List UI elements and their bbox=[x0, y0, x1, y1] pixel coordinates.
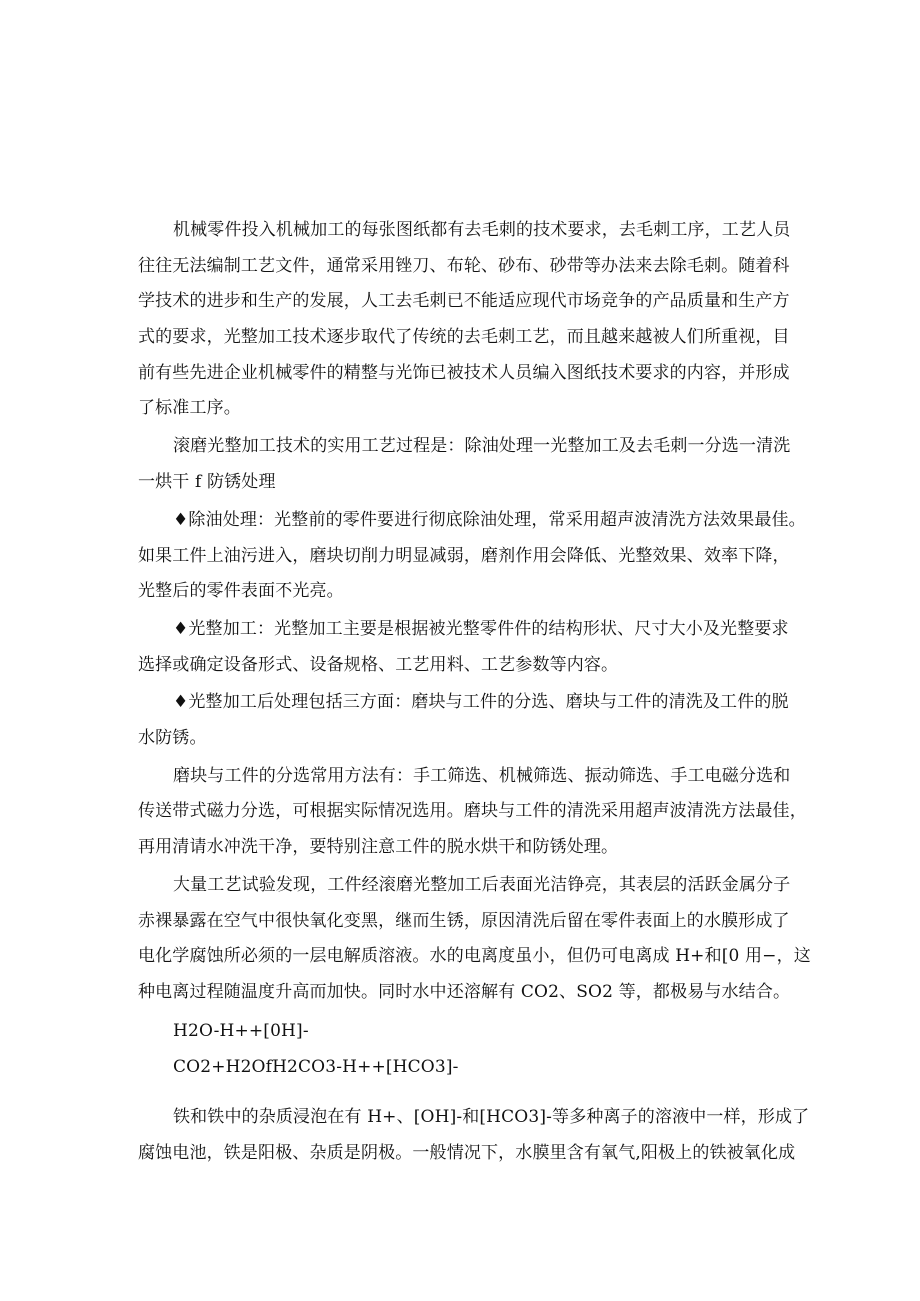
paragraph-7-line-1: 大量工艺试验发现，工件经滚磨光整加工后表面光洁铮亮，其表层的活跃金属分子 bbox=[173, 875, 791, 895]
paragraph-6-line-1: 磨块与工件的分选常用方法有：手工筛选、机械筛选、振动筛选、手工电磁分选和 bbox=[173, 766, 791, 786]
equation-2: CO2+H2OfH2CO3-H++[HCO3]- bbox=[173, 1057, 459, 1077]
paragraph-8-line-2: 腐蚀电池，铁是阳极、杂质是阴极。一般情况下，水膜里含有氧气,阳极上的铁被氧化成 bbox=[138, 1143, 796, 1163]
paragraph-1-line-5: 前有些先进企业机械零件的精整与光饰已被技术人员编入图纸技术要求的内容，并形成 bbox=[138, 363, 790, 383]
paragraph-1-line-1: 机械零件投入机械加工的每张图纸都有去毛刺的技术要求，去毛刺工序，工艺人员 bbox=[173, 220, 791, 240]
paragraph-3-line-3: 光整后的零件表面不光亮。 bbox=[138, 581, 344, 601]
paragraph-1-line-2: 往往无法编制工艺文件，通常采用锉刀、布轮、砂布、砂带等办法来去除毛刺。随着科 bbox=[138, 256, 790, 276]
paragraph-7-line-2: 赤裸暴露在空气中很快氧化变黑，继而生锈，原因清洗后留在零件表面上的水膜形成了 bbox=[138, 911, 790, 931]
paragraph-2-line-1: 滚磨光整加工技术的实用工艺过程是：除油处理一光整加工及去毛刺一分选一清洗 bbox=[173, 436, 791, 456]
paragraph-7-line-3: 电化学腐蚀所必须的一层电解质溶液。水的电离度虽小，但仍可电离成 H+和[0 用−，这 bbox=[138, 946, 811, 966]
paragraph-7-line-4: 种电离过程随温度升高而加快。同时水中还溶解有 CO2、SO2 等，都极易与水结合。 bbox=[138, 982, 791, 1002]
paragraph-3-line-1: ♦除油处理：光整前的零件要进行彻底除油处理，常采用超声波清洗方法效果最佳。 bbox=[173, 510, 806, 530]
paragraph-6-line-3: 再用清请水冲洗干净，要特别注意工件的脱水烘干和防锈处理。 bbox=[138, 837, 619, 857]
paragraph-4-line-1: ♦光整加工：光整加工主要是根据被光整零件件的结构形状、尺寸大小及光整要求 bbox=[173, 619, 789, 639]
paragraph-4-line-2: 选择或确定设备形式、设备规格、工艺用料、工艺参数等内容。 bbox=[138, 655, 619, 675]
paragraph-1-line-3: 学技术的进步和生产的发展，人工去毛刺已不能适应现代市场竞争的产品质量和生产方 bbox=[138, 291, 790, 311]
paragraph-5-line-2: 水防锈。 bbox=[138, 728, 207, 748]
paragraph-6-line-2: 传送带式磁力分选，可根据实际情况选用。磨块与工件的清洗采用超声波清洗方法最佳， bbox=[138, 801, 807, 821]
paragraph-2-line-2: 一烘干 f 防锈处理 bbox=[138, 472, 276, 492]
paragraph-1-line-4: 式的要求，光整加工技术逐步取代了传统的去毛刺工艺，而且越来越被人们所重视，目 bbox=[138, 327, 790, 347]
paragraph-8-line-1: 铁和铁中的杂质浸泡在有 H+、[OH]-和[HCO3]-等多种离子的溶液中一样，形成了 bbox=[173, 1107, 810, 1127]
paragraph-1-line-6: 了标准工序。 bbox=[138, 398, 241, 418]
equation-1: H2O-H++[0H]- bbox=[173, 1021, 309, 1041]
paragraph-3-line-2: 如果工件上油污进入，磨块切削力明显减弱，磨剂作用会降低、光整效果、效率下降， bbox=[138, 546, 790, 566]
paragraph-5-line-1: ♦光整加工后处理包括三方面：磨块与工件的分选、磨块与工件的清洗及工件的脱 bbox=[173, 692, 789, 712]
